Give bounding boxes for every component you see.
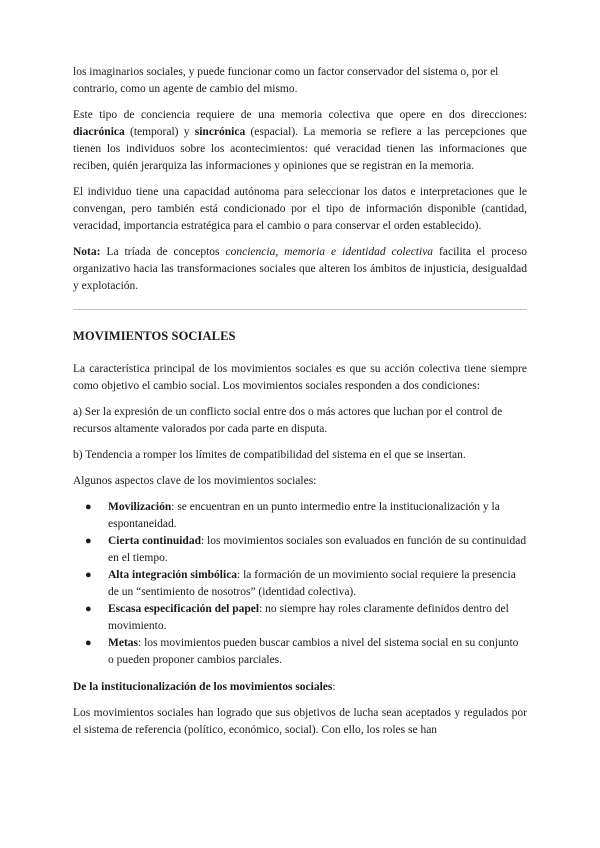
- subheading-colon: :: [332, 681, 336, 693]
- document-page: [73, 64, 527, 739]
- nota-text-1: La tríada de conceptos: [100, 246, 226, 258]
- nota-text-2: facilita el proceso organizativo hacia las transformaciones sociales que alteren los ámbitos de injusticia, desigualdad y explotación.: [73, 246, 527, 292]
- list-item: [73, 533, 527, 567]
- list-item-text: : los movimientos sociales son evaluados en función de su continuidad en el tiempo.: [108, 535, 527, 564]
- subheading-bold: De la institucionalización de los movimientos sociales: [73, 681, 333, 693]
- bullet-icon: ●: [85, 637, 92, 649]
- nota-label: Nota:: [73, 246, 101, 258]
- list-item-term: Metas: [108, 637, 139, 649]
- term-diacronica: diacrónica: [73, 126, 125, 138]
- subheading-institucionalizacion: [73, 679, 527, 696]
- list-item: [73, 567, 527, 601]
- paragraph-condition-a: a) Ser la expresión de un conflicto social entre dos o más actores que luchan por el control de recursos altamente valorados por cada parte en disputa.: [73, 406, 503, 435]
- list-item: [73, 635, 527, 669]
- list-item-text: : la formación de un movimiento social requiere la presencia de un “sentimiento de nosotros” (identidad colectiva).: [108, 569, 516, 598]
- paragraph-intro: La característica principal de los movimientos sociales es que su acción colectiva tiene siempre como objetivo el cambio social. Los movimientos sociales responden a dos condiciones:: [73, 363, 527, 392]
- list-item: [73, 601, 527, 635]
- paragraph-nota: [73, 244, 527, 295]
- bullet-icon: ●: [85, 569, 92, 581]
- paragraph-final: Los movimientos sociales han logrado que sus objetivos de lucha sean aceptados y regulados por el sistema de referencia (político, económico, social). Con ello, los roles se han: [73, 707, 527, 736]
- section-title: MOVIMIENTOS SOCIALES: [73, 329, 236, 343]
- term-sincronica: sincrónica: [194, 126, 246, 138]
- section-divider: [73, 309, 527, 310]
- bullet-icon: ●: [85, 535, 92, 547]
- list-item-term: Cierta continuidad: [108, 535, 201, 547]
- paragraph-imaginarios: los imaginarios sociales, y puede funcionar como un factor conservador del sistema o, por el contrario, como un agente de cambio del mismo.: [73, 66, 499, 95]
- list-item-text: : los movimientos pueden buscar cambios a nivel del sistema social en su conjunto o pueden proponer cambios parciales.: [108, 637, 519, 666]
- memoria-text-3: (espacial). La memoria se refiere a las percepciones que tienen los individuos sobre los acontecimientos: qué veracidad tienen las informaciones que reciben, quién jerarquiza las informaciones y opiniones que se registran en la memoria.: [73, 126, 527, 172]
- list-item-term: Alta integración simbólica: [108, 569, 238, 581]
- list-item-text: : no siempre hay roles claramente definidos dentro del movimiento.: [108, 603, 509, 632]
- paragraph-memoria-colectiva: [73, 107, 527, 175]
- list-item-term: Escasa especificación del papel: [108, 603, 260, 615]
- memoria-text-1: Este tipo de conciencia requiere de una memoria colectiva que opere en dos direcciones:: [73, 109, 527, 121]
- nota-italic: conciencia, memoria e identidad colectiva: [225, 246, 434, 258]
- aspects-list: [73, 499, 527, 669]
- paragraph-aspects-intro: Algunos aspectos clave de los movimientos sociales:: [73, 475, 317, 487]
- memoria-text-2: (temporal) y: [124, 126, 195, 138]
- list-item: [73, 499, 527, 533]
- bullet-icon: ●: [85, 603, 92, 615]
- paragraph-individuo: El individuo tiene una capacidad autónoma para seleccionar los datos e interpretaciones que le convengan, pero también está condicionado por el tipo de información disponible (cantidad, veracidad, importancia estratégica para el cambio o para conservar el orden establecido).: [73, 186, 527, 232]
- paragraph-condition-b: b) Tendencia a romper los límites de compatibilidad del sistema en el que se insertan.: [73, 449, 466, 461]
- list-item-text: : se encuentran en un punto intermedio entre la institucionalización y la espontaneidad.: [108, 501, 500, 530]
- bullet-icon: ●: [85, 501, 92, 513]
- list-item-term: Movilización: [108, 501, 172, 513]
